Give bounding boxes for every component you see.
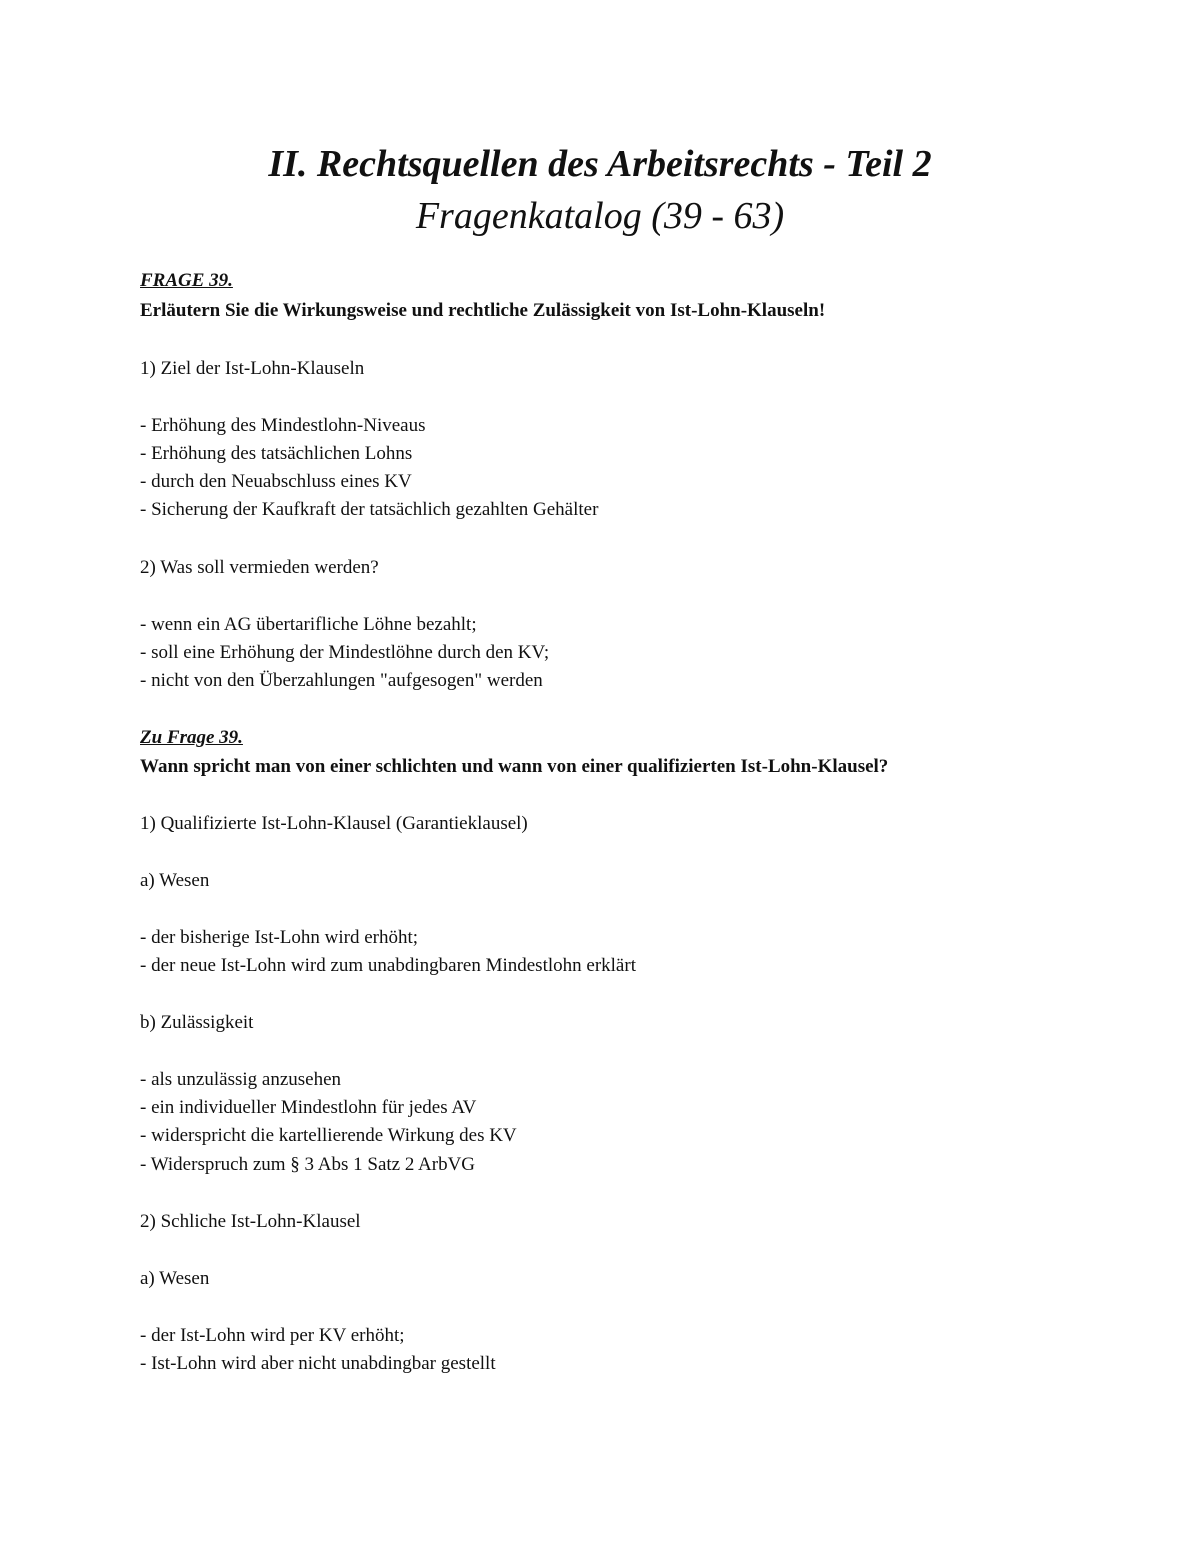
list-item: - soll eine Erhöhung der Mindestlöhne durch den KV;: [140, 642, 550, 663]
list-item: - widerspricht die kartellierende Wirkung des KV: [140, 1125, 517, 1146]
list-item: - durch den Neuabschluss eines KV: [140, 471, 412, 492]
list-item: - Widerspruch zum § 3 Abs 1 Satz 2 ArbVG: [140, 1154, 476, 1175]
list-item: - der bisherige Ist-Lohn wird erhöht;: [140, 927, 419, 948]
list-item: - Ist-Lohn wird aber nicht unabdingbar gestellt: [140, 1353, 496, 1374]
list-item: - der Ist-Lohn wird per KV erhöht;: [140, 1325, 405, 1346]
subheading: a) Wesen: [140, 1268, 210, 1289]
list-item: - Erhöhung des Mindestlohn-Niveaus: [140, 415, 426, 436]
subheading: 2) Was soll vermieden werden?: [140, 557, 379, 578]
subheading: 1) Qualifizierte Ist-Lohn-Klausel (Garantieklausel): [140, 813, 528, 834]
list-item: - als unzulässig anzusehen: [140, 1069, 342, 1090]
list-item: - Erhöhung des tatsächlichen Lohns: [140, 443, 413, 464]
document-title: [0, 138, 1200, 242]
subheading: b) Zulässigkeit: [140, 1012, 254, 1033]
title-sub: Fragenkatalog (39 - 63): [415, 195, 785, 237]
section-label-frage-39: FRAGE 39.: [140, 270, 233, 291]
question-text: Erläutern Sie die Wirkungsweise und rechtliche Zulässigkeit von Ist-Lohn-Klauseln!: [140, 300, 826, 321]
subheading: a) Wesen: [140, 870, 210, 891]
subheading: 2) Schliche Ist-Lohn-Klausel: [140, 1211, 361, 1232]
list-item: - wenn ein AG übertarifliche Löhne bezahlt;: [140, 614, 477, 635]
title-main: II. Rechtsquellen des Arbeitsrechts - Teil 2: [268, 143, 932, 185]
list-item: - Sicherung der Kaufkraft der tatsächlich gezahlten Gehälter: [140, 499, 599, 520]
list-item: - der neue Ist-Lohn wird zum unabdingbaren Mindestlohn erklärt: [140, 955, 636, 976]
list-item: - ein individueller Mindestlohn für jedes AV: [140, 1097, 477, 1118]
section-label-zu-frage-39: Zu Frage 39.: [140, 727, 243, 748]
list-item: - nicht von den Überzahlungen "aufgesogen" werden: [140, 670, 543, 691]
question-text: Wann spricht man von einer schlichten und wann von einer qualifizierten Ist-Lohn-Klausel?: [140, 756, 889, 777]
subheading: 1) Ziel der Ist-Lohn-Klauseln: [140, 358, 365, 379]
